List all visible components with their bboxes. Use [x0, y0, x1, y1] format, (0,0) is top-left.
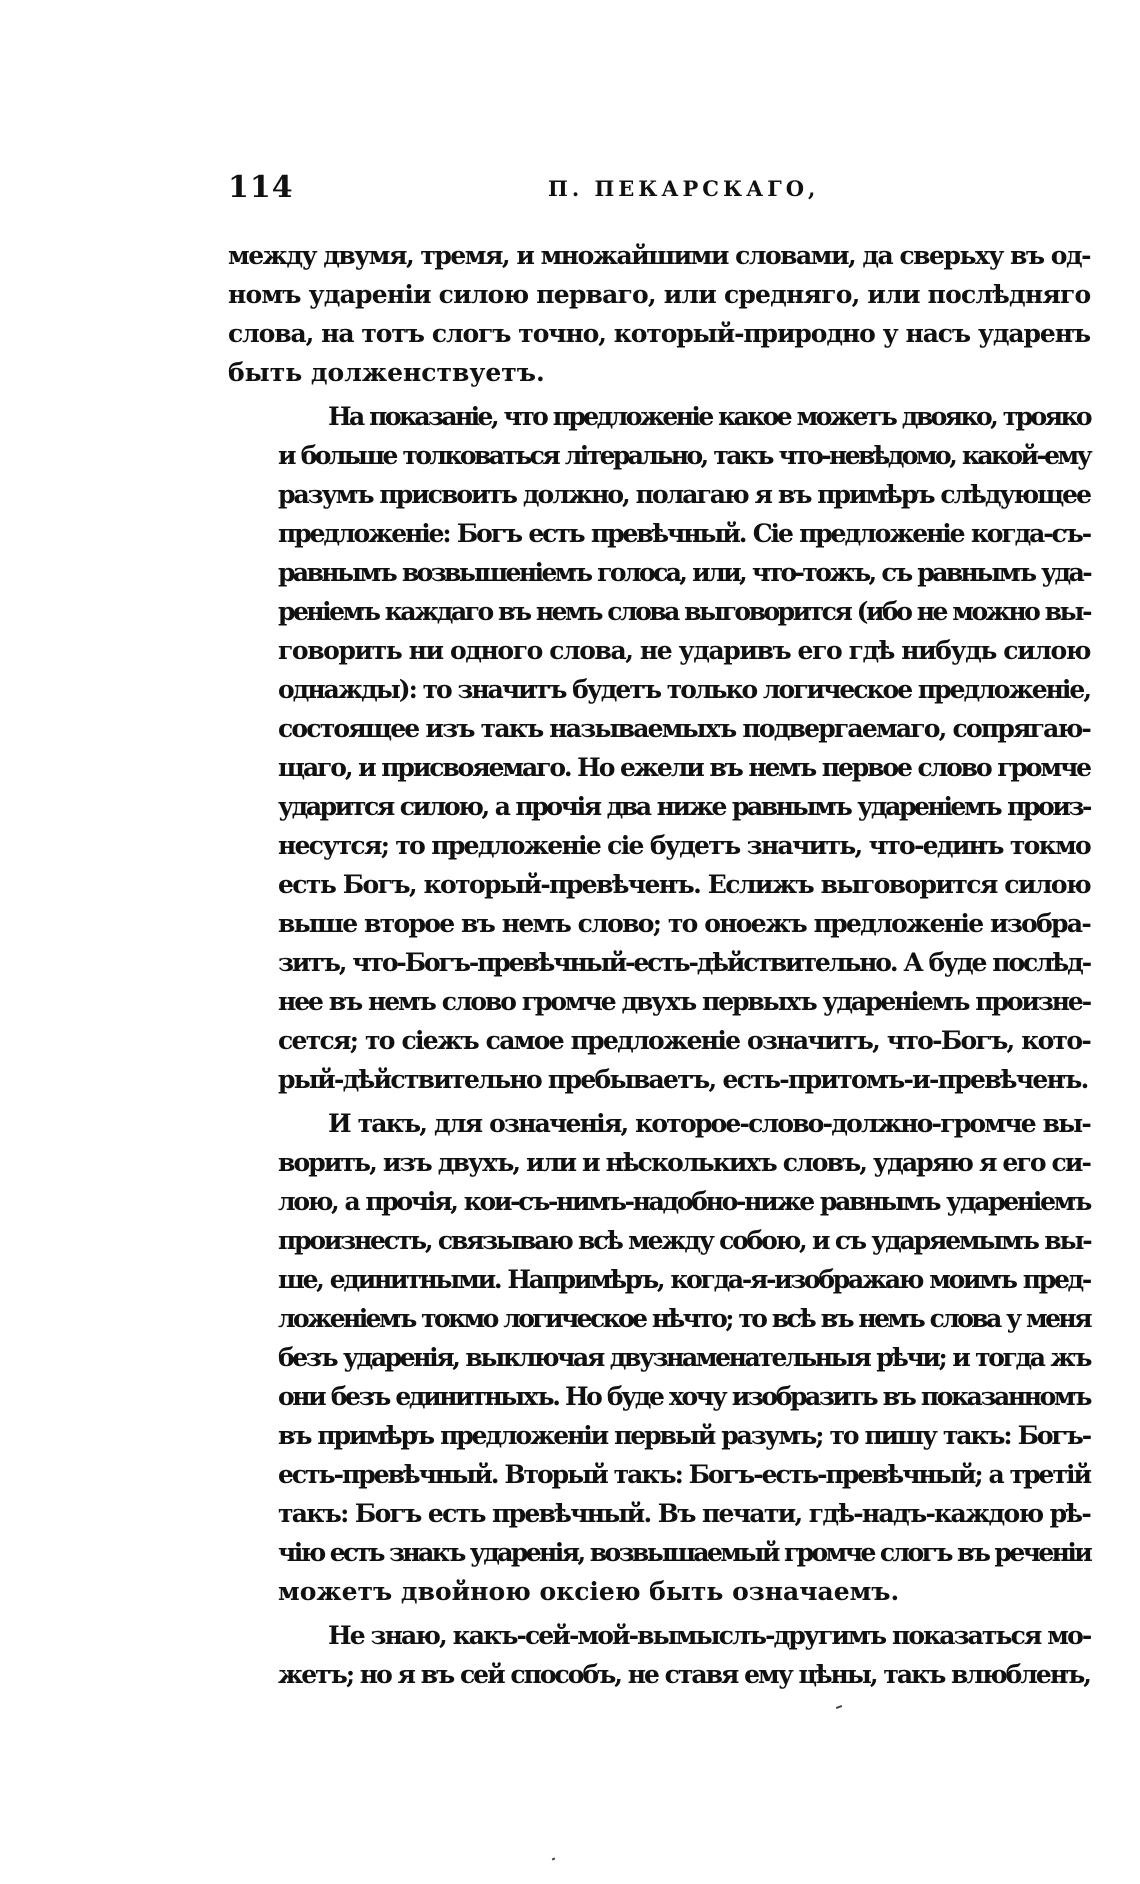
text-line: такъ: Богъ есть превѣчный. Въ печати, гдѣ-надъ-каждою рѣ- — [278, 1499, 1090, 1528]
text-line: ложенiемъ токмо логическое нѣчто; то всѣ въ немъ слова у меня — [278, 1304, 1090, 1333]
text-line: произнесть, связываю всѣ между собою, и съ ударяемымъ вы- — [278, 1226, 1091, 1255]
paragraph — [228, 397, 1090, 1099]
text-line: сется; то сiежъ самое предложенiе означитъ, что-Богъ, кото- — [278, 1026, 1090, 1055]
text-line: жетъ; но я въ сей способъ, не ставя ему цѣны, такъ влюбленъ, — [278, 1660, 1090, 1689]
text-line: разумъ присвоить должно, полагаю я въ примѣръ слѣдующее — [278, 480, 1090, 509]
text-line: быть долженствуетъ. — [228, 358, 545, 387]
text-line: есть-превѣчный. Вторый такъ: Богъ-есть-превѣчный; а третiй — [278, 1460, 1090, 1489]
print-speck — [552, 1858, 556, 1861]
page-number: 114 — [228, 170, 294, 205]
text-line: безъ ударенiя, выключая двузнаменательныя рѣчи; и тогда жъ — [278, 1343, 1090, 1372]
text-line: номъ ударенiи силою перваго, или средняго, или послѣдняго — [228, 280, 1091, 309]
paragraph — [228, 1616, 1090, 1694]
text-line: лою, а прочiя, кои-съ-нимъ-надобно-ниже равнымъ ударенiемъ — [278, 1187, 1090, 1216]
text-line: чiю есть знакъ ударенiя, возвышаемый громче слогъ въ реченiи — [278, 1538, 1091, 1567]
paragraph — [228, 1104, 1090, 1611]
text-line: и больше толковаться лiтерально, такъ что-невѣдомо, какой-ему — [278, 441, 1090, 470]
text-line: говорить ни одного слова, не ударивъ его гдѣ нибудь силою — [278, 636, 1090, 665]
text-line: состоящее изъ такъ называемыхъ подвергаемаго, сопрягаю- — [278, 714, 1090, 743]
text-line: зитъ, что-Богъ-превѣчный-есть-дѣйствительно. А буде послѣд- — [278, 948, 1090, 977]
text-line: можетъ двойною оксiею быть означаемъ. — [278, 1577, 900, 1606]
text-line: выше второе въ немъ слово; то оноежъ предложенiе изобра- — [278, 909, 1090, 938]
print-speck — [836, 1705, 842, 1709]
text-line: нее въ немъ слово громче двухъ первыхъ ударенiемъ произне- — [278, 987, 1090, 1016]
text-line: однажды): то значитъ будетъ только логическое предложенiе, — [278, 675, 1091, 704]
text-line: они безъ единитныхъ. Но буде хочу изобразить въ показанномъ — [278, 1382, 1090, 1411]
paragraph — [228, 236, 1090, 392]
text-line: И такъ, для означенiя, которое-слово-должно-громче вы- — [328, 1109, 1090, 1138]
text-line: На показанiе, что предложенiе какое можетъ двояко, трояко — [328, 402, 1090, 431]
text-line: ренiемъ каждаго въ немъ слова выговорится (ибо не можно вы- — [278, 597, 1090, 626]
text-line: есть Богъ, который-превѣченъ. Еслижъ выговорится силою — [278, 870, 1090, 899]
text-line: предложенiе: Богъ есть превѣчный. Сiе предложенiе когда-съ- — [278, 519, 1090, 548]
body-text — [228, 236, 1090, 1699]
text-line: щаго, и присвояемаго. Но ежели въ немъ первое слово громче — [278, 753, 1090, 782]
text-line: ворить, изъ двухъ, или и нѣсколькихъ словъ, ударяю я его си- — [278, 1148, 1090, 1177]
text-line: ударится силою, а прочiя два ниже равнымъ ударенiемъ произ- — [278, 792, 1090, 821]
page-header — [228, 170, 1090, 212]
text-line: равнымъ возвышенiемъ голоса, или, что-тожъ, съ равнымъ уда- — [278, 558, 1090, 587]
running-head: П. ПЕКАРСКАГО, — [548, 176, 820, 201]
text-line: ше, единитными. Напримѣръ, когда-я-изображаю моимъ пред- — [278, 1265, 1090, 1294]
text-line: несутся; то предложенiе сiе будетъ значить, что-единъ токмо — [278, 831, 1090, 860]
text-line: между двумя, тремя, и множайшими словами, да сверьху въ од- — [228, 241, 1090, 270]
text-line: рый-дѣйствительно пребываетъ, есть-притомъ-и-превѣченъ. — [278, 1065, 1088, 1094]
text-line: слова, на тотъ слогъ точно, который-природно у насъ ударенъ — [228, 319, 1090, 348]
text-line: въ примѣръ предложенiи первый разумъ; то пишу такъ: Богъ- — [278, 1421, 1090, 1450]
text-line: Не знаю, какъ-сей-мой-вымыслъ-другимъ показаться мо- — [328, 1621, 1091, 1650]
